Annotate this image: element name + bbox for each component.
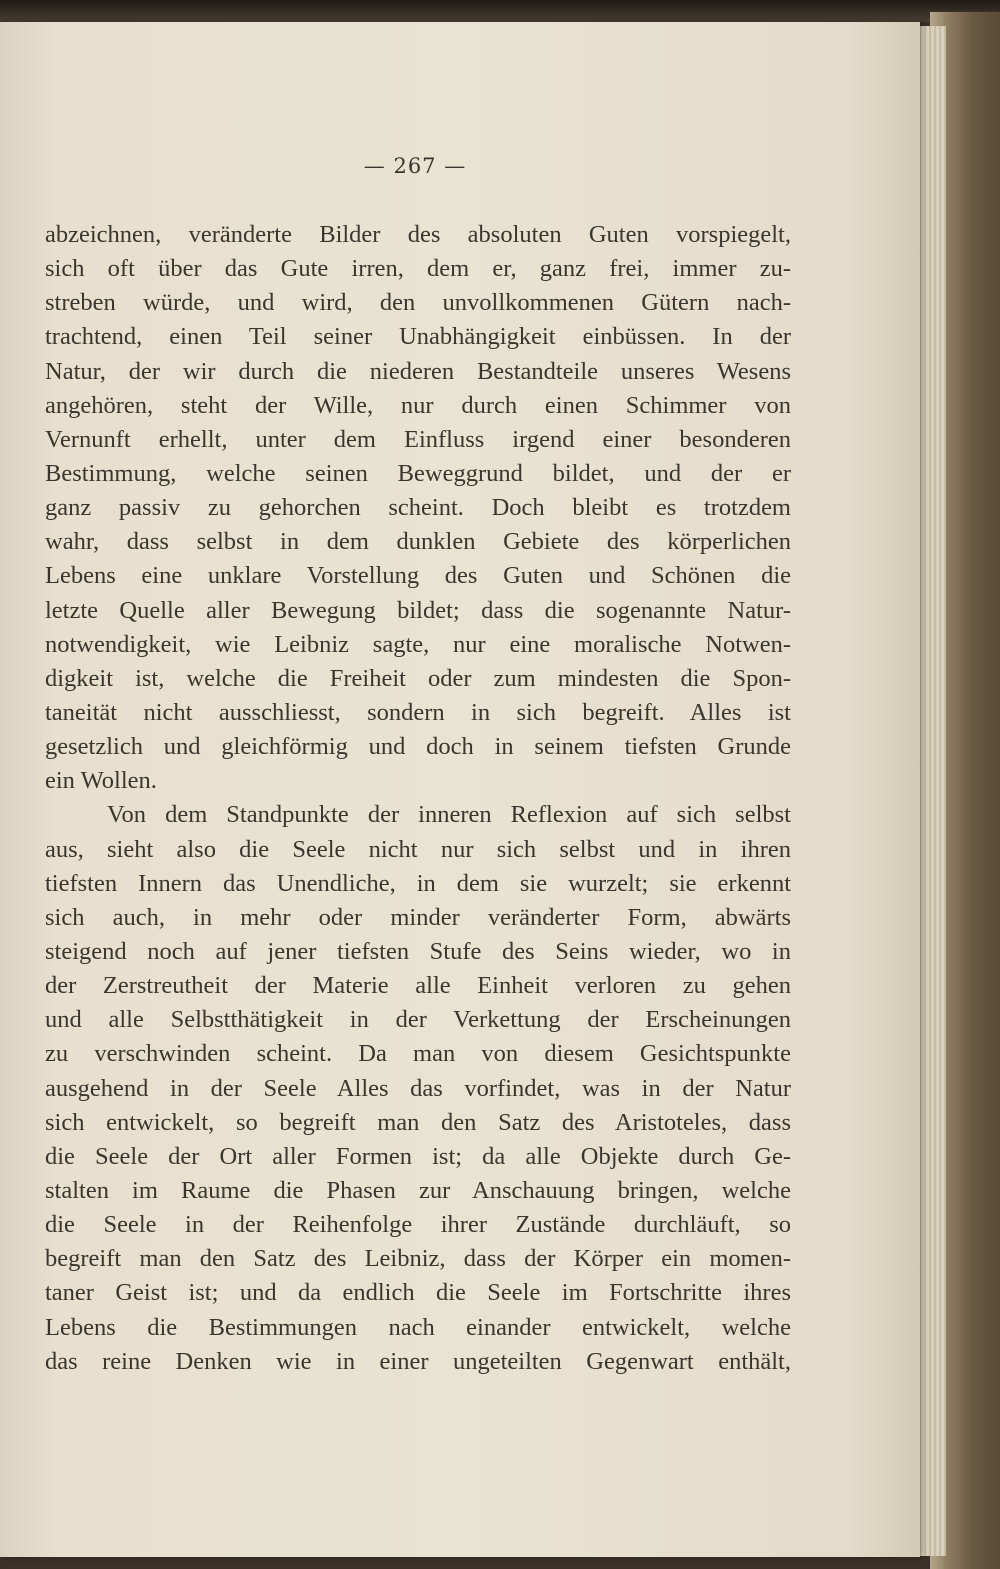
text-line: die Seele der Ort aller Formen ist; da alle Objekte durch Ge-	[45, 1142, 791, 1170]
text-line: und alle Selbstthätigkeit in der Verkettung der Erscheinungen	[45, 1006, 791, 1034]
text-line: ein Wollen.	[45, 767, 157, 795]
text-line: wahr, dass selbst in dem dunklen Gebiete des körperlichen	[45, 528, 791, 556]
text-line: der Zerstreutheit der Materie alle Einheit verloren zu gehen	[45, 972, 791, 1000]
text-line: letzte Quelle aller Bewegung bildet; dass die sogenannte Natur-	[45, 596, 791, 624]
text-line: zu verschwinden scheint. Da man von diesem Gesichtspunkte	[45, 1040, 791, 1068]
text-line: steigend noch auf jener tiefsten Stufe des Seins wieder, wo in	[45, 937, 791, 965]
text-line: Lebens die Bestimmungen nach einander entwickelt, welche	[45, 1313, 791, 1341]
page-number: — 267 —	[363, 154, 467, 178]
text-line: Vernunft erhellt, unter dem Einfluss irgend einer besonderen	[45, 425, 791, 453]
text-line: die Seele in der Reihenfolge ihrer Zustände durchläuft, so	[45, 1211, 791, 1239]
text-line: ganz passiv zu gehorchen scheint. Doch bleibt es trotzdem	[45, 494, 791, 522]
text-line: ausgehend in der Seele Alles das vorfindet, was in der Natur	[45, 1074, 791, 1102]
text-line: Natur, der wir durch die niederen Bestandteile unseres Wesens	[45, 357, 791, 385]
text-line: Lebens eine unklare Vorstellung des Guten und Schönen die	[45, 562, 791, 590]
text-line: streben würde, und wird, den unvollkommenen Gütern nach-	[45, 289, 791, 317]
text-line: stalten im Raume die Phasen zur Anschauung bringen, welche	[45, 1176, 791, 1204]
text-line: abzeichnen, veränderte Bilder des absoluten Guten vorspiegelt,	[45, 221, 791, 248]
text-line: gesetzlich und gleichförmig und doch in seinem tiefsten Grunde	[45, 733, 791, 761]
text-line: tiefsten Innern das Unendliche, in dem sie wurzelt; sie erkennt	[45, 869, 791, 897]
text-line: taner Geist ist; und da endlich die Seele im Fortschritte ihres	[45, 1279, 791, 1307]
text-line: Bestimmung, welche seinen Beweggrund bildet, und der er	[45, 459, 791, 487]
text-line: angehören, steht der Wille, nur durch einen Schimmer von	[45, 391, 791, 419]
text-line: Von dem Standpunkte der inneren Reflexion auf sich selbst	[107, 801, 791, 829]
text-line: digkeit ist, welche die Freiheit oder zum mindesten die Spon-	[45, 664, 791, 692]
text-line: sich auch, in mehr oder minder veränderter Form, abwärts	[45, 903, 791, 931]
body-text	[45, 218, 791, 1379]
text-line: sich entwickelt, so begreift man den Satz des Aristoteles, dass	[45, 1108, 791, 1136]
text-line: taneität nicht ausschliesst, sondern in sich begreift. Alles ist	[45, 698, 791, 726]
text-line: das reine Denken wie in einer ungeteilten Gegenwart enthält,	[45, 1347, 791, 1375]
text-line: trachtend, einen Teil seiner Unabhängigkeit einbüssen. In der	[45, 323, 791, 351]
scan-top-edge	[0, 0, 1000, 22]
text-line: begreift man den Satz des Leibniz, dass der Körper ein momen-	[45, 1245, 791, 1273]
text-line: sich oft über das Gute irren, dem er, ganz frei, immer zu-	[45, 255, 791, 283]
text-line: notwendigkeit, wie Leibniz sagte, nur eine moralische Notwen-	[45, 630, 791, 658]
text-line: aus, sieht also die Seele nicht nur sich selbst und in ihren	[45, 835, 791, 863]
book-page	[0, 22, 920, 1557]
